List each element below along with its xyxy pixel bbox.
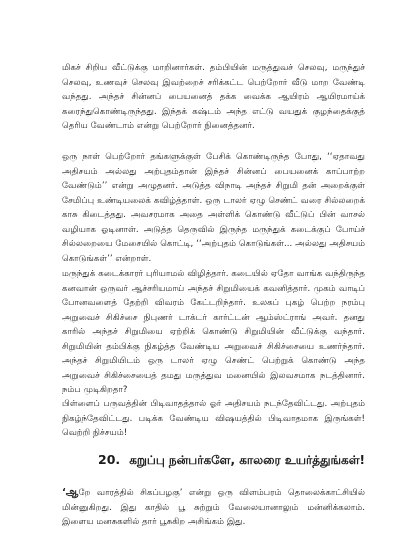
text-line: நம்ப முடிகிறதா? [62, 385, 128, 395]
text-line: மின்னுகிறது. இது காதில் பூ சுற்றும் வேலையானாலும் மன்னிக்கலாம். [62, 502, 365, 513]
paragraph-3 [62, 267, 365, 398]
drop-lead: ‘ஆ [62, 487, 79, 498]
text-line: பிள்ளைப் பருவத்தின் பிடிவாதத்தால் ஓர் அதிசயம் நடந்தேவிட்டது. அற்புதம் [62, 399, 365, 409]
text-line: மருந்துக் கடைக்காரர் புரியாமல் விழித்தார். கடையில் ஏதோ வாங்க வந்திருந்த [62, 269, 365, 279]
text-line: இளைய மனசுகளில் தார் பூசுகிற அசிங்கம் இது. [62, 517, 246, 527]
text-line: தெரிய வேண்டாம் என்று பெற்றோர் நினைத்தனர். [62, 121, 255, 131]
text-line: வெற்றி நிச்சயம்! [62, 428, 128, 438]
text-line: அதிசயம் அல்லது அற்புதம்தான் இந்தச் சின்னப் பையனைக் காப்பாற்ற [62, 166, 365, 177]
paragraph-5 [62, 486, 365, 530]
paragraph-4 [62, 397, 365, 441]
text-line: அந்தச் சிறுமியிடம் ஒரு டாலர் ஏழு செண்ட் பெற்றுக் கொண்டு அந்த [62, 356, 365, 366]
text-line: கனவான் ஒருவர் ஆச்சரியமாய் அந்தச் சிறுமியைக் கவனித்தார். முகம் வாடிப் [62, 283, 365, 294]
text-line: போனவளைத் தேற்றி விவரம் கேட்டறிந்தார். உலகப் புகழ் பெற்ற நரம்பு [62, 298, 365, 308]
text-line-first [62, 486, 365, 501]
text-line: கொடுங்கள்’’ என்றாள். [62, 253, 152, 264]
text-line: அறுவைச் சிகிச்சை நிபுணர் டாக்டர் கார்ட்டன் ஆம்ஸ்ட்ராங் அவர். தனது [62, 312, 365, 323]
chapter-title: கறுப்பு நன்பர்களே, காலரை உயர்த்துங்கள்! [129, 453, 366, 467]
text-line: செலவு, உணவுச் செலவு இவற்றைச் சரிக்கட்ட பெற்றோர் வீடு மாற வேண்டி [62, 77, 365, 88]
text-line: சில்லறையை மேசையில் கொட்டி, ‘‘அற்புதம் கொடுங்கள்... அல்லது அதிசயம் [62, 239, 365, 249]
chapter-heading [98, 450, 368, 470]
text-line: சேமிப்பு உண்டியலைக் கவிழ்த்தாள். ஒரு டாலர் ஏழு செண்ட் வரை சில்லறைக் [62, 195, 365, 206]
text-line-rest: றே வாரத்தில் சிகப்பழகு’ என்று ஒரு விளம்பரம் தொலைக்காட்சியில் [78, 488, 365, 498]
text-line: காசு கிடைத்தது. அவசரமாக அதை அள்ளிக் கொண்டு வீட்டுப் பின் வாசல் [62, 210, 365, 220]
text-line: மிகச் சிறிய வீட்டுக்கு மாறினார்கள். தம்பியின் மருத்துவச் செலவு, மருந்துச் [62, 63, 365, 73]
text-line: நிகழ்ந்தேவிட்டது. படிக்க வேண்டிய விஷயத்தில் பிடிவாதமாக இருங்கள்! [62, 413, 365, 424]
text-line: கரைந்துகொண்டிருந்தது. இந்தக் கஷ்டம் அந்த எட்டு வயதுக் குழந்தைக்குத் [62, 106, 365, 117]
paragraph-2 [62, 150, 365, 266]
text-line: சிறுமியின் தம்பிக்கு நிகழ்த்த வேண்டிய அறுவைச் சிகிச்சையை உணர்ந்தார். [62, 341, 365, 352]
text-line: அறுவைச் சிகிச்சையைத் தமது மருத்துவ மனையில் இலவசமாக நடத்தினார். [62, 370, 365, 381]
chapter-number: 20. [98, 452, 121, 467]
paragraph-1 [62, 61, 365, 134]
text-line: வேண்டும்’’ என்று அழுதனர். அடுத்த விநாடி அந்தச் சிறுமி தன் அறைக்குள் [62, 181, 365, 191]
text-line: வழியாக ஓடினாள். அடுத்த தெருவில் இருந்த மருந்துக் கடைக்குப் போய்ச் [62, 224, 365, 235]
text-line: வந்தது. அந்தச் சின்னப் பையனைத் தக்க வைக்க ஆயிரம் ஆயிரமாய்க் [62, 92, 365, 102]
text-line: காரில் அந்தச் சிறுமியை ஏற்றிக் கொண்டு சிறுமியின் வீட்டுக்கு வந்தார். [62, 327, 365, 337]
text-line: ஒரு நாள் பெற்றோர் தங்களுக்குள் பேசிக் கொண்டிருந்த போது, ‘‘ஏதாவது [62, 152, 365, 162]
